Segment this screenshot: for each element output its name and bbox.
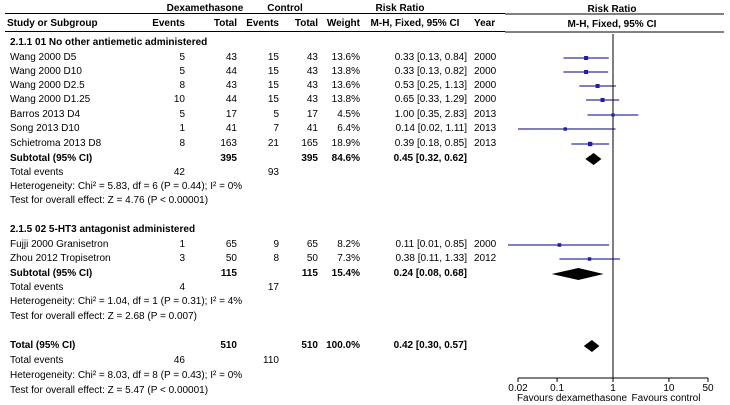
study-events1: 3 <box>179 253 185 264</box>
subgroup2-title: 2.1.5 02 5-HT3 antagonist administered <box>10 224 196 235</box>
subgroup2-subtotal-weight: 15.4% <box>331 268 360 279</box>
study-total2: 43 <box>306 66 318 77</box>
study-total2: 65 <box>306 239 318 250</box>
header-group1: Dexamethasone <box>166 3 244 14</box>
x-tick-label: 0.02 <box>508 383 528 394</box>
total-heterogeneity: Heterogeneity: Chi² = 8.03, df = 8 (P = 0.43); I² = 0% <box>10 370 243 381</box>
study-year: 2013 <box>474 138 497 149</box>
favours-left-label: Favours dexamethasone <box>516 393 628 404</box>
total-label: Total (95% CI) <box>10 340 76 351</box>
pooled-diamond <box>552 268 604 280</box>
favours-right-label: Favours control <box>631 393 701 404</box>
study-events2: 15 <box>267 94 279 105</box>
study-total2: 43 <box>306 80 318 91</box>
study-events1: 1 <box>179 239 185 250</box>
study-events2: 21 <box>267 138 279 149</box>
study-events2: 15 <box>267 66 279 77</box>
header-year: Year <box>474 18 496 29</box>
plot-title: Risk Ratio <box>587 4 637 15</box>
study-total1: 65 <box>225 239 237 250</box>
study-events1: 5 <box>179 66 185 77</box>
header-effect-title: Risk Ratio <box>375 3 425 14</box>
study-marker <box>584 70 588 74</box>
study-ci: 0.39 [0.18, 0.85] <box>394 138 467 149</box>
study-weight: 13.8% <box>331 66 360 77</box>
study-total1: 43 <box>225 80 237 91</box>
study-total1: 163 <box>220 138 237 149</box>
study-year: 2000 <box>474 239 497 250</box>
study-ci: 1.00 [0.35, 2.83] <box>394 109 467 120</box>
subgroup1-subtotal-ci: 0.45 [0.32, 0.62] <box>393 153 467 164</box>
study-marker <box>588 142 592 146</box>
study-events1: 8 <box>179 138 185 149</box>
study-name: Barros 2013 D4 <box>10 109 81 120</box>
study-marker <box>564 127 567 130</box>
header-events1: Events <box>152 18 185 29</box>
x-tick-label: 50 <box>702 383 714 394</box>
subgroup2-total-events2: 17 <box>267 282 279 293</box>
x-tick-label: 1 <box>610 383 616 394</box>
subgroup1-subtotal-total1: 395 <box>220 153 237 164</box>
subgroup2-subtotal-total2: 115 <box>301 268 318 279</box>
pooled-diamond <box>585 153 601 165</box>
study-name: Fujji 2000 Granisetron <box>10 239 109 250</box>
study-year: 2000 <box>474 94 497 105</box>
study-weight: 8.2% <box>337 239 360 250</box>
total-total1: 510 <box>220 340 237 351</box>
total-events-label: Total events <box>10 355 64 366</box>
study-total1: 50 <box>225 253 237 264</box>
study-events1: 8 <box>179 80 185 91</box>
header-events2: Events <box>246 18 279 29</box>
header-total2: Total <box>294 18 318 29</box>
study-total2: 43 <box>306 52 318 63</box>
study-events1: 10 <box>173 94 185 105</box>
subgroup2-subtotal-ci: 0.24 [0.08, 0.68] <box>393 268 467 279</box>
total-total2: 510 <box>301 340 318 351</box>
study-events2: 15 <box>267 80 279 91</box>
study-name: Zhou 2012 Tropisetron <box>10 253 111 264</box>
study-total1: 41 <box>225 123 237 134</box>
study-total2: 50 <box>306 253 318 264</box>
header-ci: M-H, Fixed, 95% CI <box>370 18 460 29</box>
study-marker <box>584 56 588 60</box>
study-year: 2000 <box>474 52 497 63</box>
study-marker <box>601 98 605 102</box>
study-marker <box>588 257 591 260</box>
total-overall-effect: Test for overall effect: Z = 5.47 (P < 0.00001) <box>10 385 209 396</box>
study-events2: 5 <box>273 109 279 120</box>
total-weight: 100.0% <box>326 340 360 351</box>
subgroup2-heterogeneity: Heterogeneity: Chi² = 1.04, df = 1 (P = 0.31); I² = 4% <box>10 296 243 307</box>
study-events2: 15 <box>267 52 279 63</box>
study-events1: 5 <box>179 109 185 120</box>
study-total2: 165 <box>301 138 318 149</box>
study-weight: 13.6% <box>331 80 360 91</box>
study-name: Schietroma 2013 D8 <box>10 138 102 149</box>
study-total1: 43 <box>225 52 237 63</box>
study-ci: 0.33 [0.13, 0.84] <box>394 52 467 63</box>
study-name: Wang 2000 D5 <box>10 52 77 63</box>
subgroup1-heterogeneity: Heterogeneity: Chi² = 5.83, df = 6 (P = 0.44); I² = 0% <box>10 181 243 192</box>
study-events1: 1 <box>179 123 185 134</box>
study-events2: 8 <box>273 253 279 264</box>
study-marker <box>596 84 600 88</box>
total-ci: 0.42 [0.30, 0.57] <box>393 340 467 351</box>
study-events1: 5 <box>179 52 185 63</box>
study-total2: 17 <box>306 109 318 120</box>
x-tick-label: 10 <box>663 383 675 394</box>
study-marker <box>558 243 562 247</box>
subgroup1-title: 2.1.1 01 No other antiemetic administered <box>10 37 208 48</box>
study-name: Song 2013 D10 <box>10 123 80 134</box>
subgroup1-overall-effect: Test for overall effect: Z = 4.76 (P < 0.00001) <box>10 195 209 206</box>
study-ci: 0.65 [0.33, 1.29] <box>394 94 467 105</box>
study-ci: 0.38 [0.11, 1.33] <box>395 253 467 264</box>
study-year: 2012 <box>474 253 497 264</box>
study-ci: 0.14 [0.02, 1.11] <box>395 123 467 134</box>
study-weight: 6.4% <box>337 123 360 134</box>
study-total2: 43 <box>306 94 318 105</box>
study-events2: 9 <box>273 239 279 250</box>
subgroup2-subtotal-label: Subtotal (95% CI) <box>10 268 93 279</box>
header-study: Study or Subgroup <box>7 18 98 29</box>
subgroup1-subtotal-total2: 395 <box>301 153 318 164</box>
study-weight: 7.3% <box>337 253 360 264</box>
study-name: Wang 2000 D10 <box>10 66 82 77</box>
study-marker <box>611 113 614 116</box>
study-weight: 13.6% <box>331 52 360 63</box>
study-ci: 0.53 [0.25, 1.13] <box>394 80 467 91</box>
subgroup2-total-events1: 4 <box>179 282 185 293</box>
study-year: 2000 <box>474 66 497 77</box>
subgroup1-subtotal-label: Subtotal (95% CI) <box>10 153 93 164</box>
study-year: 2013 <box>474 123 497 134</box>
study-weight: 4.5% <box>337 109 360 120</box>
total-events1: 46 <box>173 355 185 366</box>
header-group2: Control <box>267 3 303 14</box>
study-ci: 0.11 [0.01, 0.85] <box>395 239 467 250</box>
subgroup1-subtotal-weight: 84.6% <box>331 153 360 164</box>
subgroup1-total-events2: 93 <box>267 167 279 178</box>
study-weight: 13.8% <box>331 94 360 105</box>
header-weight: Weight <box>326 18 360 29</box>
study-year: 2000 <box>474 80 497 91</box>
subgroup2-overall-effect: Test for overall effect: Z = 2.68 (P = 0.007) <box>10 311 197 322</box>
study-name: Wang 2000 D1.25 <box>10 94 91 105</box>
subgroup2-total-events-label: Total events <box>10 282 64 293</box>
study-events2: 7 <box>273 123 279 134</box>
study-year: 2013 <box>474 109 497 120</box>
x-tick-label: 0.1 <box>550 383 565 394</box>
study-total2: 41 <box>306 123 318 134</box>
study-ci: 0.33 [0.13, 0.82] <box>394 66 467 77</box>
subgroup2-subtotal-total1: 115 <box>220 268 237 279</box>
subgroup1-total-events1: 42 <box>173 167 185 178</box>
study-weight: 18.9% <box>331 138 360 149</box>
study-total1: 44 <box>225 66 237 77</box>
subgroup1-total-events-label: Total events <box>10 167 64 178</box>
header-total1: Total <box>213 18 237 29</box>
study-name: Wang 2000 D2.5 <box>10 80 85 91</box>
study-total1: 44 <box>225 94 237 105</box>
total-events2: 110 <box>263 355 279 366</box>
plot-ci-label: M-H, Fixed, 95% CI <box>567 19 657 30</box>
pooled-diamond <box>584 340 600 352</box>
study-total1: 17 <box>225 109 237 120</box>
